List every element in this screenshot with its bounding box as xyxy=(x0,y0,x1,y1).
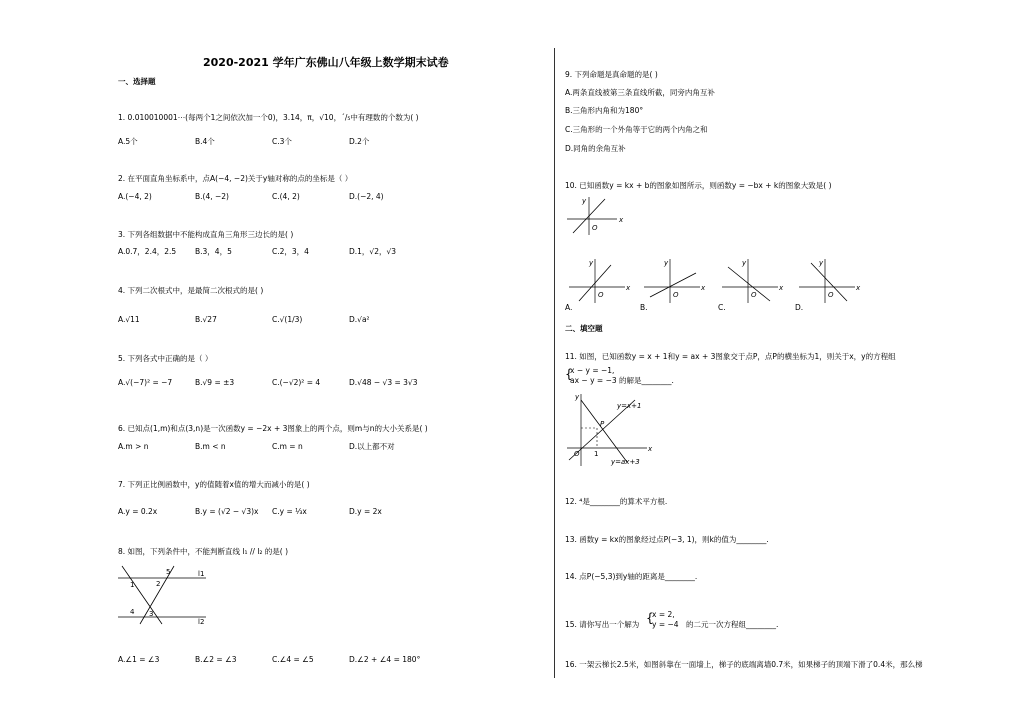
q10-graph-a xyxy=(565,255,635,305)
question-11-stem: 11. 如图，已知函数y = x + 1和y = ax + 3图象交于点P，点P的横坐标为1，则关于x，y的方程组 xyxy=(565,352,896,361)
question-10-stem: 10. 已知函数y = kx + b的图象如图所示，则函数y = −bx + k的图象大致是( ) xyxy=(565,181,832,190)
svg-text:P: P xyxy=(600,420,605,428)
svg-text:O: O xyxy=(673,291,679,299)
angle-4-label: 4 xyxy=(130,608,135,616)
q2-option-b[interactable]: B.(4, −2) xyxy=(195,192,229,201)
svg-text:y: y xyxy=(575,393,580,401)
q8-option-a[interactable]: A.∠1 = ∠3 xyxy=(118,655,160,664)
svg-text:O: O xyxy=(592,224,598,232)
svg-text:y=ax+3: y=ax+3 xyxy=(611,458,640,466)
q9-option-b[interactable]: B.三角形内角和为180° xyxy=(565,106,644,115)
q11-brace: { xyxy=(565,367,573,381)
question-15-stem-a: 15. 请你写出一个解为 xyxy=(565,620,640,629)
q7-option-d[interactable]: D.y = 2x xyxy=(349,507,382,516)
transversal-a xyxy=(122,566,162,624)
q10-option-b[interactable]: B. xyxy=(640,303,648,312)
section-heading-fill: 二、填空题 xyxy=(565,324,603,333)
svg-text:x: x xyxy=(619,216,624,224)
svg-text:y: y xyxy=(664,259,669,267)
q5-option-b[interactable]: B.√9 = ±3 xyxy=(195,378,235,387)
q6-option-b[interactable]: B.m < n xyxy=(195,442,226,451)
q10-option-a[interactable]: A. xyxy=(565,303,573,312)
q4-option-a[interactable]: A.√11 xyxy=(118,315,140,324)
svg-text:1: 1 xyxy=(594,450,599,458)
svg-text:y: y xyxy=(582,197,587,205)
svg-text:y=x+1: y=x+1 xyxy=(617,402,642,410)
svg-text:O: O xyxy=(598,291,604,299)
svg-text:x: x xyxy=(779,284,784,292)
svg-text:x: x xyxy=(701,284,706,292)
q15-system-line2: y = −4 xyxy=(652,620,679,629)
q7-option-c[interactable]: C.y = ⅓x xyxy=(272,507,307,516)
question-12-stem: 12. ⁴是________的算术平方根. xyxy=(565,497,668,506)
q7-option-a[interactable]: A.y = 0.2x xyxy=(118,507,158,516)
question-16-stem: 16. 一架云梯长2.5米，如图斜靠在一面墙上，梯子的底端离墙0.7米，如果梯子的顶端下滑了0.4米，那么梯 xyxy=(565,660,923,669)
q3-option-b[interactable]: B.3，4，5 xyxy=(195,247,232,256)
question-2-stem: 2. 在平面直角坐标系中，点A(−4, −2)关于y轴对称的点的坐标是（ ） xyxy=(118,174,353,183)
svg-text:O: O xyxy=(751,291,757,299)
q8-option-d[interactable]: D.∠2 + ∠4 = 180° xyxy=(349,655,421,664)
q15-system-line1: x = 2, xyxy=(652,610,675,619)
q5-option-a[interactable]: A.√(−7)² = −7 xyxy=(118,378,173,387)
q7-option-b[interactable]: B.y = (√2 − √3)x xyxy=(195,507,259,516)
angle-2-label: 2 xyxy=(156,580,161,588)
q6-option-a[interactable]: A.m > n xyxy=(118,442,149,451)
q9-option-d[interactable]: D.同角的余角互补 xyxy=(565,144,626,153)
q6-option-c[interactable]: C.m = n xyxy=(272,442,303,451)
parallel-lines-figure xyxy=(118,562,218,628)
l1-label: l1 xyxy=(198,570,205,578)
q1-option-c[interactable]: C.3个 xyxy=(272,137,292,146)
q4-option-b[interactable]: B.√27 xyxy=(195,315,217,324)
svg-text:y: y xyxy=(589,259,594,267)
q9-option-a[interactable]: A.两条直线被第三条直线所截，同旁内角互补 xyxy=(565,88,715,97)
angle-5-label: 5 xyxy=(166,568,171,576)
q5-option-d[interactable]: D.√48 − √3 = 3√3 xyxy=(349,378,418,387)
question-9-stem: 9. 下列命题是真命题的是( ) xyxy=(565,70,658,79)
l2-label: l2 xyxy=(198,618,205,626)
q11-system-line1: x − y = −1, xyxy=(570,366,615,375)
question-8-stem: 8. 如图，下列条件中，不能判断直线 l₁ // l₂ 的是( ) xyxy=(118,547,289,556)
svg-text:y: y xyxy=(819,259,824,267)
q9-option-c[interactable]: C.三角形的一个外角等于它的两个内角之和 xyxy=(565,125,708,134)
angle-1-label: 1 xyxy=(130,581,135,589)
q11-intersection-graph xyxy=(565,390,655,468)
q10-graph-b xyxy=(640,255,710,305)
q4-option-d[interactable]: D.√a² xyxy=(349,315,370,324)
question-4-stem: 4. 下列二次根式中，是最简二次根式的是( ) xyxy=(118,286,264,295)
q5-option-c[interactable]: C.(−√2)² = 4 xyxy=(272,378,321,387)
question-7-stem: 7. 下列正比例函数中，y的值随着x值的增大而减小的是( ) xyxy=(118,480,310,489)
q1-option-d[interactable]: D.2个 xyxy=(349,137,370,146)
q3-option-d[interactable]: D.1，√2，√3 xyxy=(349,247,397,256)
question-5-stem: 5. 下列各式中正确的是（ ） xyxy=(118,354,213,363)
q3-option-c[interactable]: C.2，3，4 xyxy=(272,247,309,256)
svg-text:y: y xyxy=(742,259,747,267)
q6-option-d[interactable]: D.以上都不对 xyxy=(349,442,395,451)
q4-option-c[interactable]: C.√(1/3) xyxy=(272,315,303,324)
angle-3-label: 3 xyxy=(149,610,154,618)
q15-brace: { xyxy=(646,611,654,625)
question-14-stem: 14. 点P(−5,3)到y轴的距离是________. xyxy=(565,572,698,581)
section-heading-choice: 一、选择题 xyxy=(118,77,156,86)
svg-text:x: x xyxy=(856,284,861,292)
svg-text:O: O xyxy=(828,291,834,299)
question-6-stem: 6. 已知点(1,m)和点(3,n)是一次函数y = −2x + 3图象上的两个点，则m与n的大小关系是( ) xyxy=(118,424,428,433)
q11-system-line2: ax − y = −3 的解是________. xyxy=(570,376,674,385)
question-15-stem-b: 的二元一次方程组________. xyxy=(686,620,779,629)
question-1-stem: 1. 0.010010001⋯(每两个1之间依次加一个0)，3.14，π，√10，´/₅中有理数的个数为( ) xyxy=(118,113,419,122)
svg-text:x: x xyxy=(648,445,653,453)
column-divider xyxy=(554,48,555,678)
q1-option-b[interactable]: B.4个 xyxy=(195,137,215,146)
q10-graph-c xyxy=(718,255,788,305)
q1-option-a[interactable]: A.5个 xyxy=(118,137,138,146)
q10-option-d[interactable]: D. xyxy=(795,303,804,312)
q8-option-c[interactable]: C.∠4 = ∠5 xyxy=(272,655,314,664)
q10-option-c[interactable]: C. xyxy=(718,303,726,312)
page-title: 2020-2021 学年广东佛山八年级上数学期末试卷 xyxy=(203,56,449,69)
q2-option-d[interactable]: D.(−2, 4) xyxy=(349,192,384,201)
q10-given-graph xyxy=(565,195,625,237)
question-13-stem: 13. 函数y = kx的图象经过点P(−3, 1)，则k的值为________. xyxy=(565,535,769,544)
q3-option-a[interactable]: A.0.7，2.4，2.5 xyxy=(118,247,177,256)
q8-option-b[interactable]: B.∠2 = ∠3 xyxy=(195,655,237,664)
q2-option-a[interactable]: A.(−4, 2) xyxy=(118,192,152,201)
svg-text:x: x xyxy=(626,284,631,292)
q2-option-c[interactable]: C.(4, 2) xyxy=(272,192,300,201)
q10-graph-d xyxy=(795,255,865,305)
question-3-stem: 3. 下列各组数据中不能构成直角三角形三边长的是( ) xyxy=(118,230,294,239)
svg-text:O: O xyxy=(574,450,580,458)
